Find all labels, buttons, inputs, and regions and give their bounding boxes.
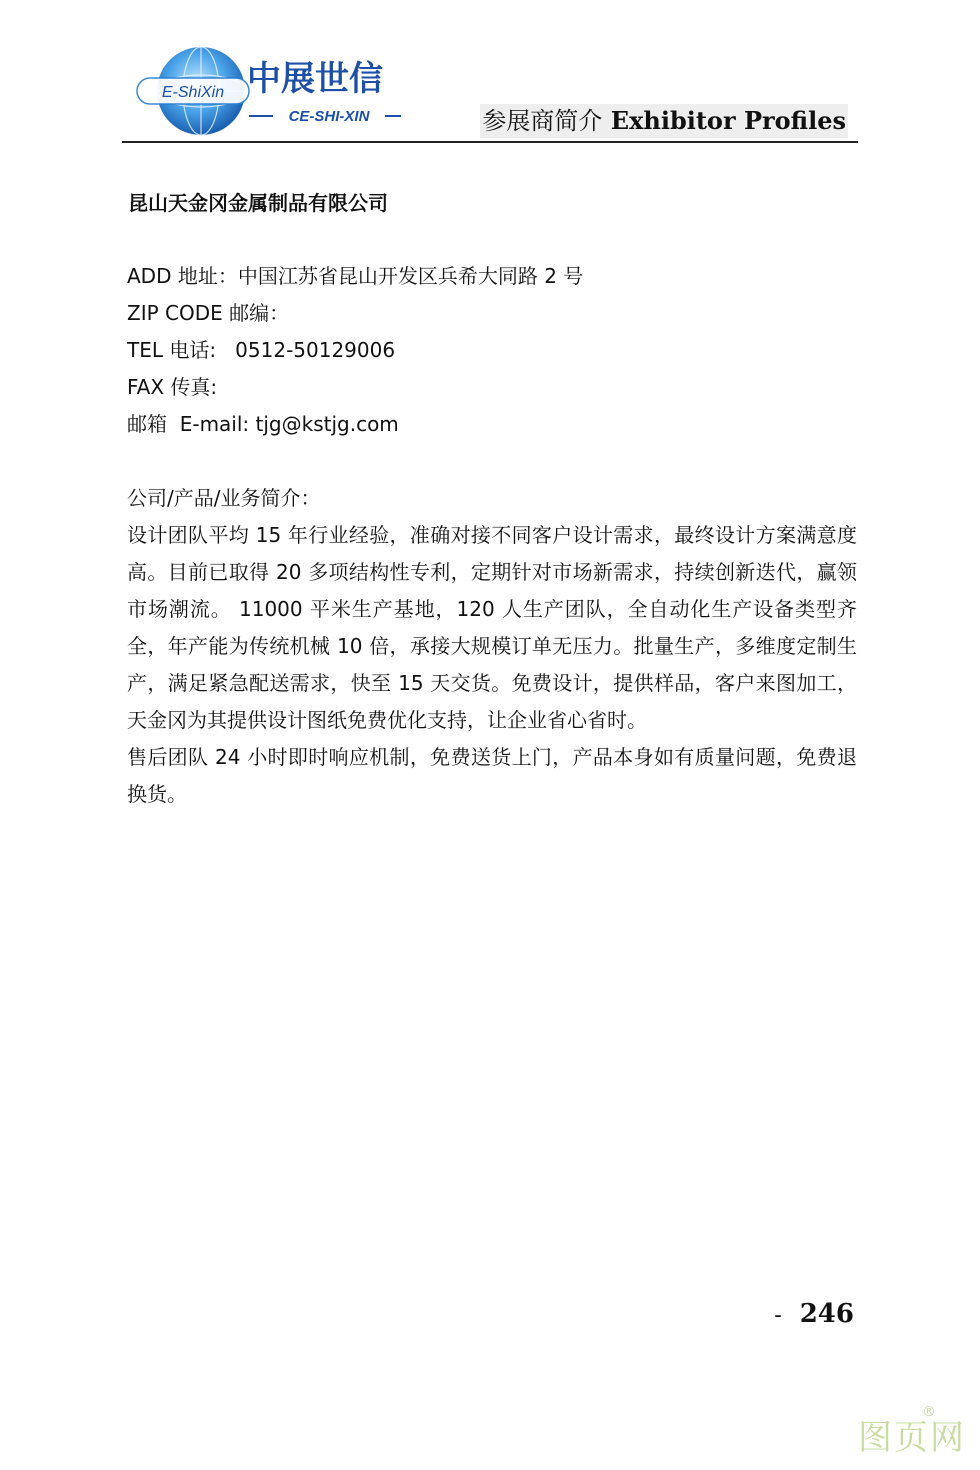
zip-row <box>127 295 583 332</box>
watermark-text: 图页网 <box>858 1418 966 1458</box>
profile-heading: 公司/产品/业务简介： <box>127 486 321 510</box>
contact-info <box>127 258 583 443</box>
profile-paragraph: 设计团队平均 15 年行业经验，准确对接不同客户设计需求，最终设计方案满意度高。目前已取得 20 多项结构性专利，定期针对市场新需求，持续创新迭代，赢领市场潮流。 11000 平米生产基地，120 人生产团队，全自动化生产设备类型齐全，年产能为传统机械 10 倍，承接大规模订单无压力。批量生产，多维度定制生产，满足紧急配送需求，快至 15 天交货。免费设计，提供样品，客户来图加工，天金冈为其提供设计图纸免费优化支持，让企业省心省时。 <box>127 523 857 732</box>
fax-row <box>127 369 583 406</box>
logo-cn-name: 中展世信 <box>247 59 383 99</box>
header-divider <box>122 141 858 143</box>
logo-en-name: CE-SHI-XIN <box>288 108 370 125</box>
tel-value: 0512-50129006 <box>235 338 396 362</box>
section-title-en: Exhibitor Profiles <box>610 106 846 135</box>
tel-row <box>127 332 583 369</box>
address-label: ADD 地址： <box>127 264 238 288</box>
section-title-cn: 参展商简介 <box>482 107 603 135</box>
section-title <box>480 104 848 138</box>
company-profile <box>127 480 857 813</box>
logo-badge-text: E-ShiXin <box>161 84 225 101</box>
tel-label: TEL 电话: <box>127 338 217 362</box>
company-name: 昆山天金冈金属制品有限公司 <box>128 191 388 215</box>
email-row <box>127 406 583 443</box>
logo-graphic <box>133 44 403 138</box>
address-value: 中国江苏省昆山开发区兵希大同路 2 号 <box>237 264 584 288</box>
email-label: 邮箱 E-mail: <box>127 412 250 436</box>
page-number-dash: - <box>774 1303 782 1328</box>
email-value: tjg@kstjg.com <box>255 412 399 436</box>
page-number-value: 246 <box>799 1299 854 1329</box>
watermark-registered-icon: ® <box>922 1404 936 1420</box>
profile-paragraph: 售后团队 24 小时即时响应机制，免费送货上门，产品本身如有质量问题，免费退换货。 <box>127 745 857 806</box>
company-logo <box>133 44 403 138</box>
page-number <box>774 1296 854 1334</box>
address-row <box>127 258 583 295</box>
zip-label: ZIP CODE 邮编： <box>127 301 290 325</box>
fax-label: FAX 传真: <box>127 375 218 399</box>
watermark <box>858 1404 966 1460</box>
